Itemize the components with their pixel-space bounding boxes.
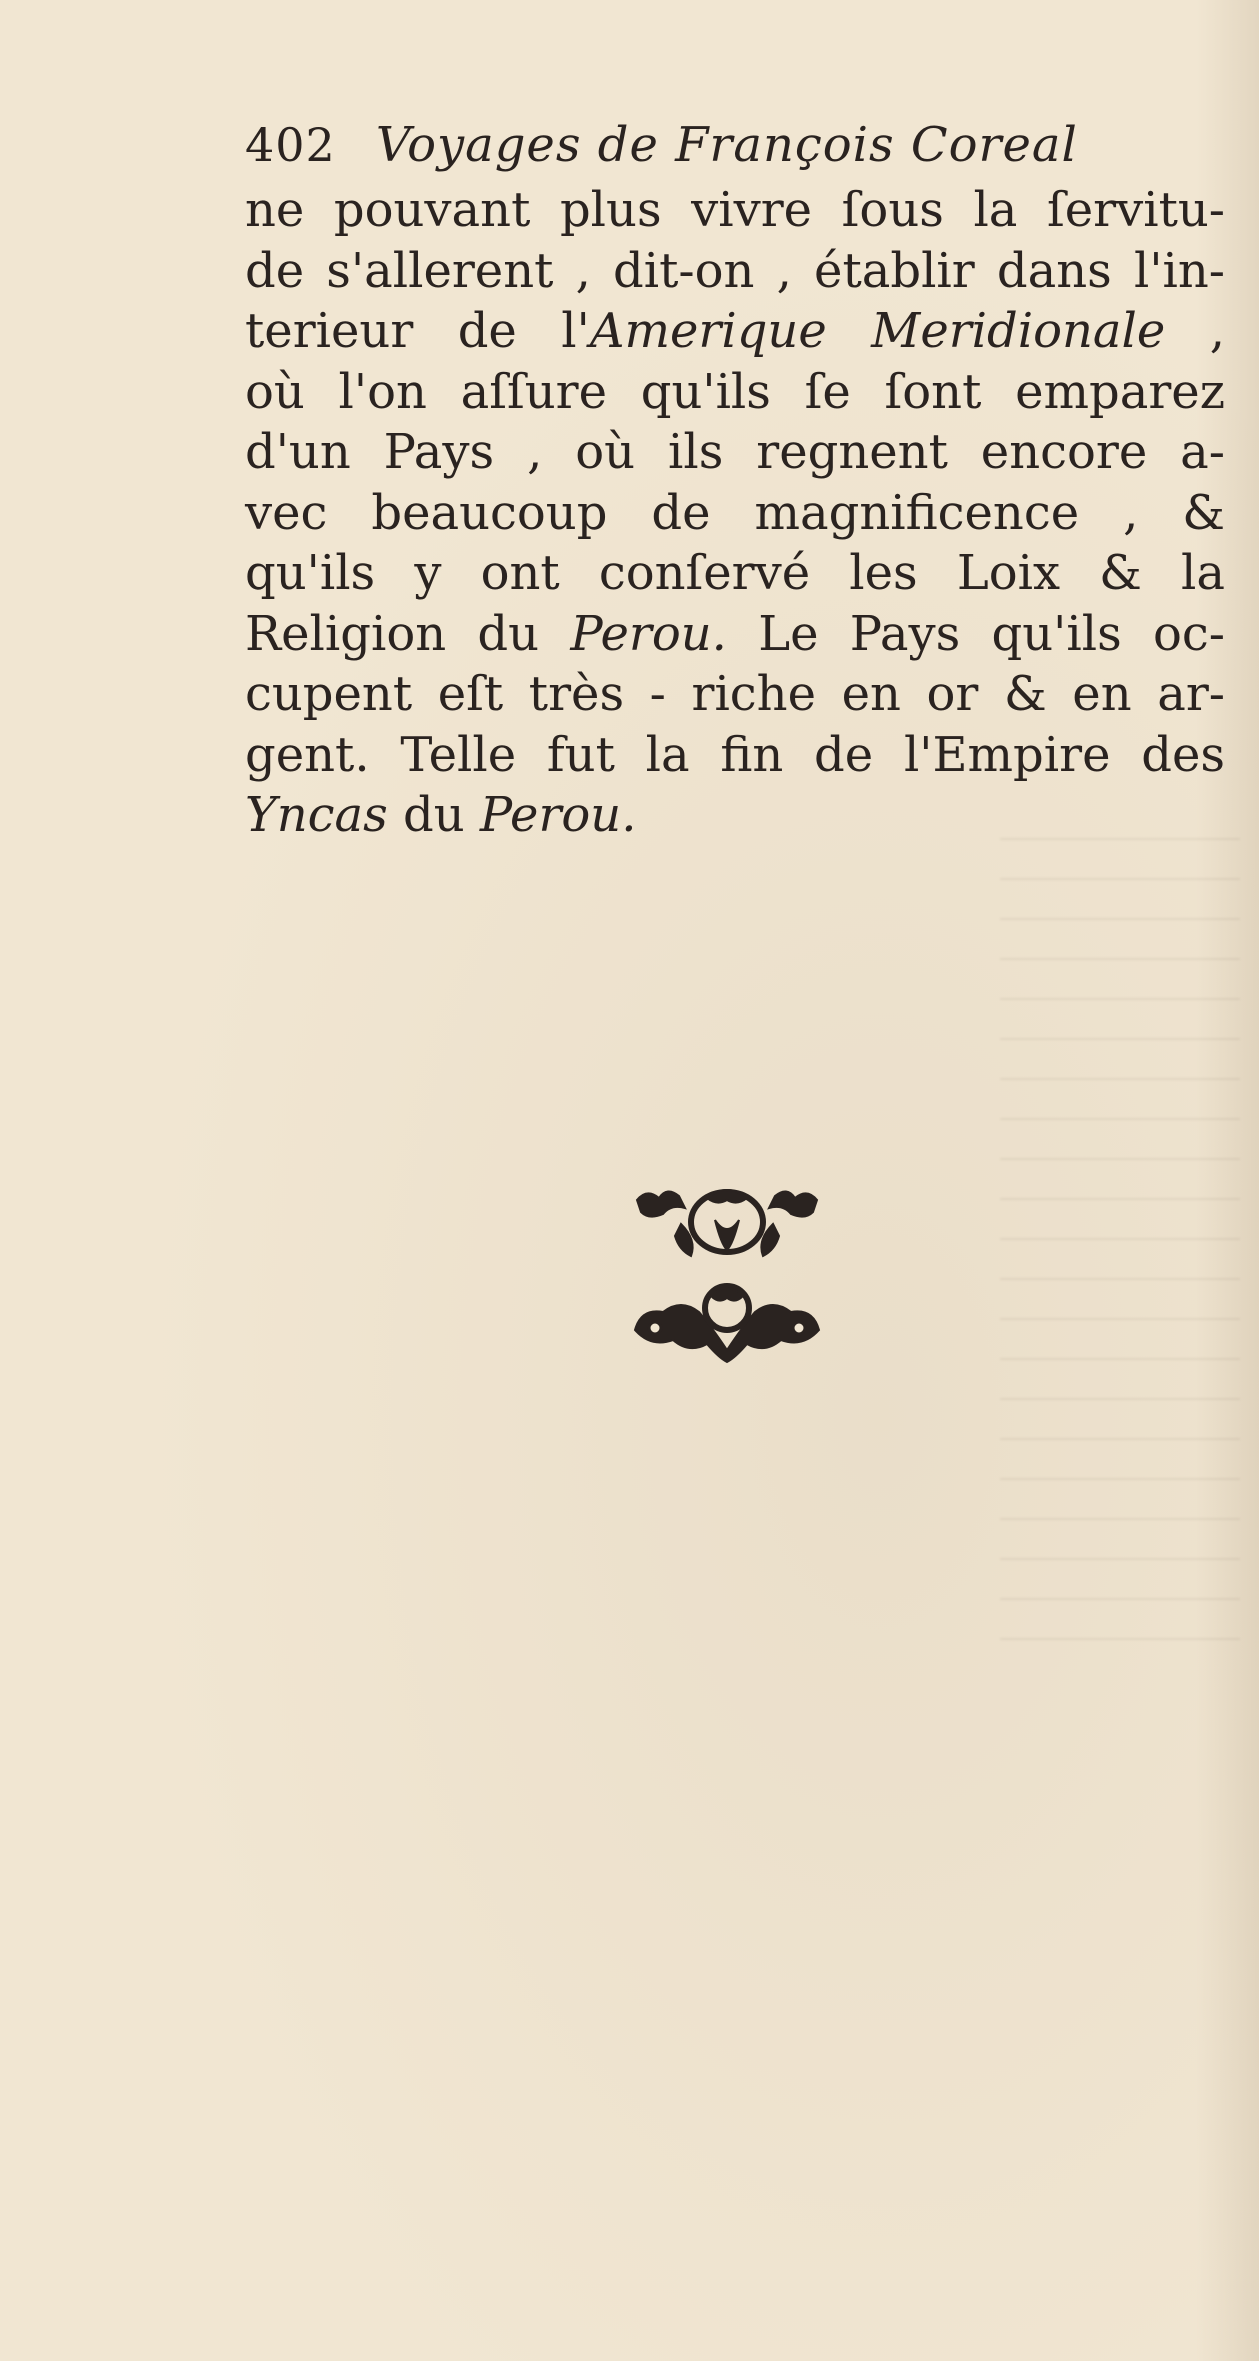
- text-segment: Religion du: [245, 605, 571, 662]
- text-segment: gent. Telle fut la fin de l'Empire des: [245, 726, 1225, 783]
- text-segment: ne pouvant plus vivre ſous la ſervitu-: [245, 182, 1225, 238]
- text-line: [245, 543, 1225, 604]
- running-title: Voyages de François Coreal: [375, 117, 1078, 173]
- text-segment: Le Pays qu'ils oc-: [726, 605, 1225, 662]
- text-line: [245, 725, 1225, 786]
- text-segment-italic: Amerique Meridionale: [589, 303, 1166, 359]
- text-line: [245, 422, 1225, 483]
- text-line: [245, 362, 1225, 423]
- text-segment: terieur de l': [245, 303, 590, 359]
- text-line: [245, 301, 1225, 362]
- text-line: [245, 483, 1225, 544]
- body-text: [245, 180, 1225, 846]
- text-line: [245, 604, 1225, 665]
- show-through-text: [1000, 820, 1240, 1640]
- text-line: [245, 664, 1225, 725]
- text-segment-italic: Perou.: [479, 787, 637, 843]
- text-line: [245, 241, 1225, 302]
- text-segment: vec beaucoup de magnificence , &: [245, 484, 1225, 541]
- text-segment: ,: [1165, 303, 1225, 359]
- text-segment: d'un Pays , où ils regnent encore a-: [245, 424, 1225, 480]
- text-segment: cupent eſt très - riche en or & en ar-: [245, 666, 1225, 722]
- text-segment: du: [387, 787, 480, 843]
- text-segment-italic: Perou.: [570, 605, 727, 662]
- text-segment-italic: Yncas: [245, 787, 388, 843]
- page-header: [245, 112, 1205, 178]
- page-number: 402: [245, 118, 336, 172]
- text-line: [245, 180, 1225, 241]
- tailpiece-ornament-icon: [627, 1180, 827, 1370]
- text-segment: de s'allerent , dit-on , établir dans l'in-: [245, 242, 1225, 299]
- text-segment: qu'ils y ont conſervé les Loix & la: [245, 545, 1225, 601]
- text-segment: où l'on aſſure qu'ils ſe ſont emparez: [245, 363, 1225, 420]
- text-line: [245, 785, 1225, 846]
